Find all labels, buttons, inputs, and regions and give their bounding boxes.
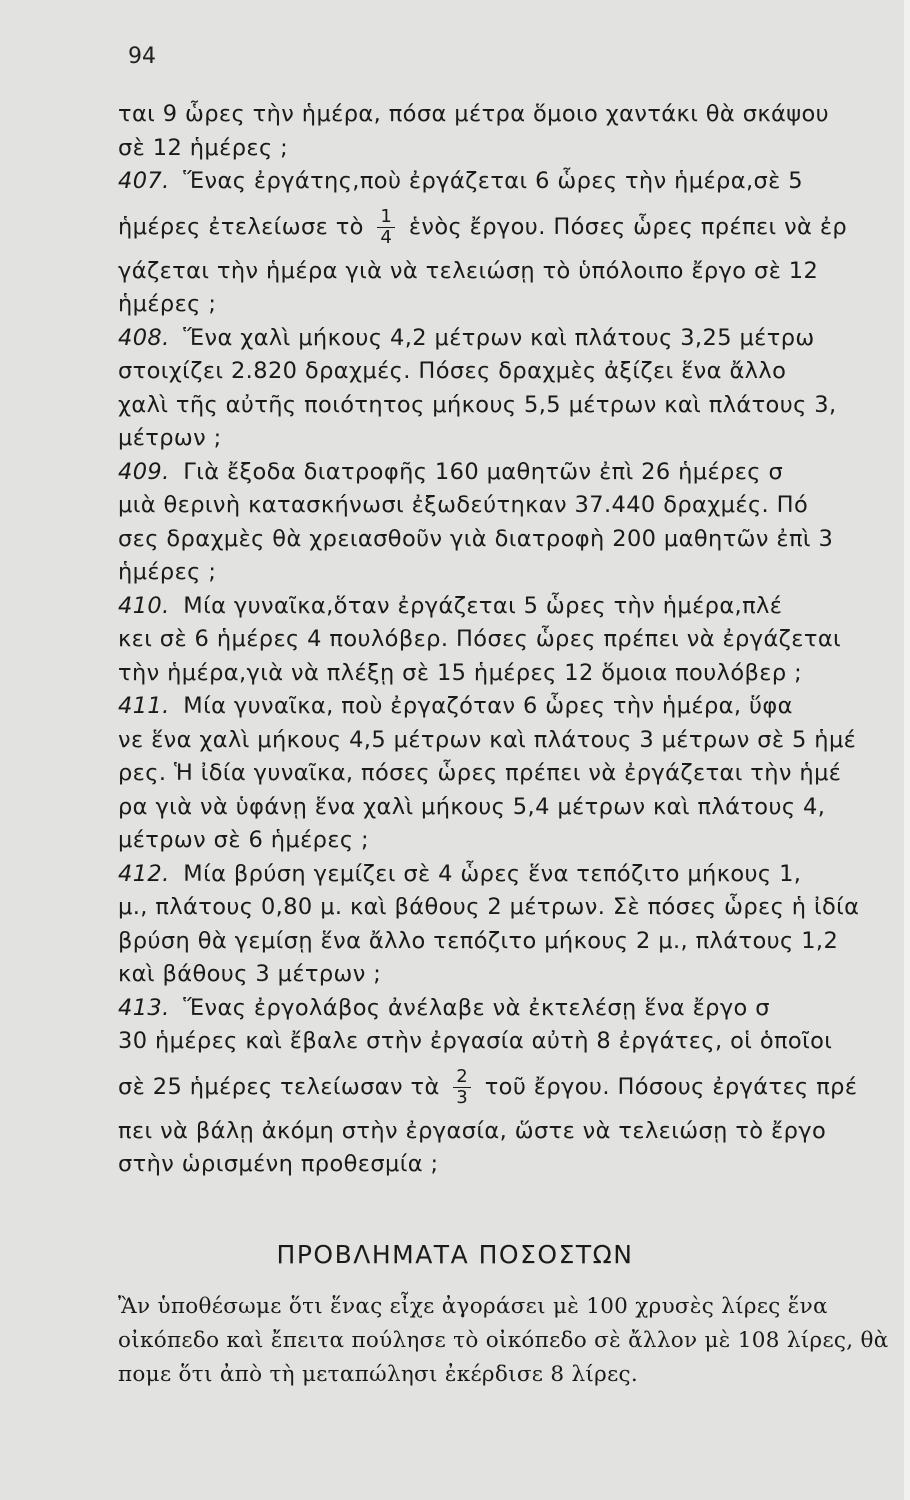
text-line: οἰκόπεδο καὶ ἔπειτα πούλησε τὸ οἰκόπεδο σὲ ἄλλον μὲ 108 λίρες, θὰ	[118, 1328, 889, 1353]
text-segment: Μία βρύση γεμίζει σὲ 4 ὧρες ἕνα τεπόζιτο μήκους 1,	[183, 860, 802, 887]
text-line: πει νὰ βάλῃ ἀκόμη στὴν ἐργασία, ὥστε νὰ τελειώσῃ τὸ ἔργο	[118, 1117, 827, 1144]
text-line: Ἂν ὑποθέσωμε ὅτι ἕνας εἶχε ἀγοράσει μὲ 100 χρυσὲς λίρες ἕνα	[118, 1294, 828, 1319]
text-line: ται 9 ὧρες τὴν ἡμέρα, πόσα μέτρα ὅμοιο χαντάκι θὰ σκάψου	[118, 101, 830, 127]
problem-408	[118, 322, 908, 356]
fraction-denominator: 4	[380, 226, 393, 248]
text-line: ἡμέρες ;	[118, 291, 217, 317]
text-segment: Ἕνας ἐργολάβος ἀνέλαβε νὰ ἐκτελέσῃ ἕνα ἔργο σ	[183, 994, 770, 1021]
fraction-one-quarter	[377, 207, 395, 248]
page-number: 94	[128, 44, 156, 69]
text-line: στοιχίζει 2.820 δραχμές. Πόσες δραχμὲς ἀξίζει ἕνα ἄλλο	[118, 358, 787, 384]
problem-number: 408.	[118, 324, 170, 351]
text-line: ἡμέρες ;	[118, 559, 217, 585]
problem-407	[118, 165, 908, 199]
text-line: 30 ἡμέρες καὶ ἔβαλε στὴν ἐργασία αὐτὴ 8 ἐργάτες, οἱ ὁποῖοι	[118, 1028, 833, 1054]
problem-number: 407.	[118, 168, 170, 194]
text-segment: Μία γυναῖκα,ὅταν ἐργάζεται 5 ὧρες τὴν ἡμέρα,πλέ	[183, 592, 783, 619]
fraction-denominator: 3	[456, 1086, 469, 1108]
text-line: χαλὶ τῆς αὐτῆς ποιότητος μήκους 5,5 μέτρων καὶ πλάτους 3,	[118, 391, 837, 418]
fraction-numerator: 1	[377, 207, 395, 228]
text-line: μιὰ θερινὴ κατασκήνωσι ἐξωδεύτηκαν 37.440 δραχμές. Πό	[118, 492, 809, 518]
text-segment: Μία γυναῖκα, ποὺ ἐργαζόταν 6 ὧρες τὴν ἡμέρα, ὕφα	[183, 693, 793, 719]
text-segment: τοῦ ἔργου. Πόσους ἐργάτες πρέ	[484, 1073, 858, 1100]
text-line-with-fraction	[118, 199, 908, 255]
text-line: ρα γιὰ νὰ ὑφάνῃ ἕνα χαλὶ μήκους 5,4 μέτρων καὶ πλάτους 4,	[118, 793, 826, 820]
text-line: καὶ βάθους 3 μέτρων ;	[118, 961, 382, 987]
problem-number: 413.	[118, 994, 170, 1021]
problem-number: 410.	[118, 592, 170, 619]
problem-410	[118, 590, 908, 624]
text-line: πομε ὅτι ἀπὸ τὴ μεταπώλησι ἐκέρδισε 8 λίρες.	[118, 1362, 638, 1387]
fraction-numerator: 2	[453, 1067, 471, 1088]
text-line: μέτρων σὲ 6 ἡμέρες ;	[118, 827, 370, 853]
text-line: σες δραχμὲς θὰ χρειασθοῦν γιὰ διατροφὴ 200 μαθητῶν ἐπὶ 3	[118, 525, 834, 552]
text-line: στὴν ὡρισμένη προθεσμία ;	[118, 1151, 439, 1177]
text-segment: σὲ 25 ἡμέρες τελείωσαν τὰ	[118, 1073, 440, 1100]
text-line: σὲ 12 ἡμέρες ;	[118, 134, 289, 161]
text-segment: Ἕνας ἐργάτης,ποὺ ἐργάζεται 6 ὧρες τὴν ἡμέρα,σὲ 5	[183, 168, 803, 194]
text-line-with-fraction	[118, 1059, 908, 1115]
text-segment: ἑνὸς ἔργου. Πόσες ὧρες πρέπει νὰ ἐρ	[408, 213, 848, 240]
text-line: γάζεται τὴν ἡμέρα γιὰ νὰ τελειώσῃ τὸ ὑπόλοιπο ἔργο σὲ 12	[118, 257, 819, 284]
text-segment: Γιὰ ἔξοδα διατροφῆς 160 μαθητῶν ἐπὶ 26 ἡμέρες σ	[183, 458, 784, 485]
text-line: μ., πλάτους 0,80 μ. καὶ βάθους 2 μέτρων. Σὲ πόσες ὧρες ἡ ἰδία	[118, 894, 860, 920]
text-line: κει σὲ 6 ἡμέρες 4 πουλόβερ. Πόσες ὧρες πρέπει νὰ ἐργάζεται	[118, 626, 842, 652]
problem-number: 411.	[118, 693, 170, 719]
text-line: βρύση θὰ γεμίσῃ ἕνα ἄλλο τεπόζιτο μήκους 2 μ., πλάτους 1,2	[118, 927, 839, 954]
problem-411	[118, 690, 908, 724]
problem-number: 409.	[118, 458, 170, 485]
problem-413	[118, 992, 908, 1026]
problem-409	[118, 456, 908, 490]
text-segment: Ἕνα χαλὶ μήκους 4,2 μέτρων καὶ πλάτους 3,25 μέτρω	[183, 324, 815, 351]
page-edge	[904, 0, 910, 1500]
exercise-text	[118, 98, 908, 1182]
text-line: νε ἕνα χαλὶ μήκους 4,5 μέτρων καὶ πλάτους 3 μέτρων σὲ 5 ἡμέ	[118, 726, 857, 753]
section-heading: ΠΡΟΒΛΗΜΑΤΑ ΠΟΣΟΣΤΩΝ	[276, 1240, 634, 1269]
percentage-intro-text	[118, 1290, 908, 1392]
text-line: τὴν ἡμέρα,γιὰ νὰ πλέξῃ σὲ 15 ἡμέρες 12 ὅμοια πουλόβερ ;	[118, 659, 803, 686]
text-segment: ἡμέρες ἐτελείωσε τὸ	[118, 213, 364, 240]
problem-number: 412.	[118, 860, 170, 887]
text-line: ρες. Ἡ ἰδία γυναῖκα, πόσες ὧρες πρέπει νὰ ἐργάζεται τὴν ἡμέ	[118, 760, 842, 786]
text-line: μέτρων ;	[118, 425, 222, 451]
problem-412	[118, 858, 908, 892]
fraction-two-thirds	[453, 1067, 471, 1108]
